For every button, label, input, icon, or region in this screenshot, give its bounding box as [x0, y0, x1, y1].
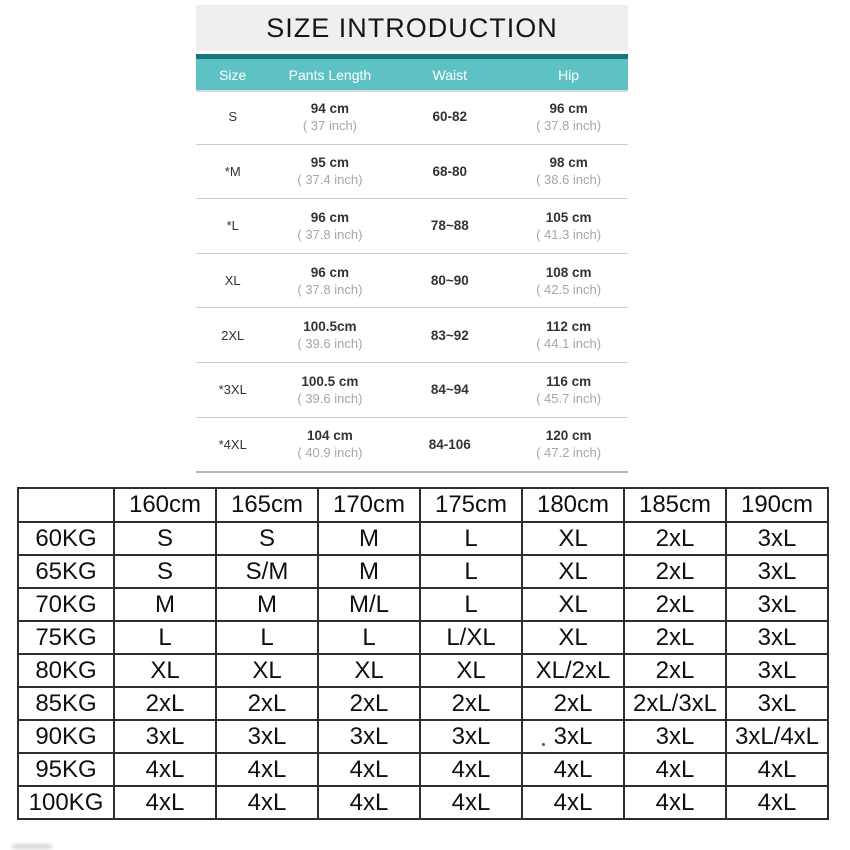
pants-length-inch: ( 37.4 inch)	[297, 172, 363, 188]
pants-length-cell	[269, 318, 390, 352]
matrix-size-cell: 2xL	[624, 555, 726, 588]
matrix-size-cell: 2xL	[318, 687, 420, 720]
matrix-corner-cell	[18, 488, 114, 522]
pants-length-cm: 94 cm	[310, 100, 350, 116]
matrix-weight-cell: 80KG	[18, 654, 114, 687]
matrix-size-cell: XL	[420, 654, 522, 687]
matrix-table	[17, 487, 829, 820]
matrix-size-cell: 2xL	[420, 687, 522, 720]
hip-inch: ( 47.2 inch)	[536, 445, 602, 461]
matrix-header-row	[18, 488, 828, 522]
matrix-row	[18, 720, 828, 753]
size-introduction-table	[196, 5, 628, 473]
page-title: SIZE INTRODUCTION	[196, 5, 628, 51]
size-cell: *4XL	[218, 436, 247, 452]
matrix-header-cell-190cm: 190cm	[726, 488, 828, 522]
waist-cell: 60-82	[432, 109, 468, 125]
matrix-size-cell: 4xL	[726, 753, 828, 786]
matrix-size-cell: M	[216, 588, 318, 621]
pants-length-cell	[269, 427, 390, 461]
matrix-size-cell: 2xL	[522, 687, 624, 720]
matrix-row	[18, 555, 828, 588]
pants-length-cell	[269, 209, 390, 243]
matrix-size-cell: S	[114, 555, 216, 588]
matrix-header-cell-180cm: 180cm	[522, 488, 624, 522]
hip-cm: 96 cm	[549, 100, 588, 116]
matrix-size-cell: L	[114, 621, 216, 654]
matrix-size-cell: S	[216, 522, 318, 555]
hip-cell	[509, 154, 628, 188]
hip-cell	[509, 209, 628, 243]
matrix-size-cell: 2xL/3xL	[624, 687, 726, 720]
pants-length-inch: ( 39.6 inch)	[297, 390, 363, 406]
matrix-size-cell: 4xL	[216, 786, 318, 819]
size-table-row	[196, 418, 628, 474]
matrix-row	[18, 687, 828, 720]
matrix-size-cell: L	[420, 555, 522, 588]
matrix-weight-cell: 65KG	[18, 555, 114, 588]
hip-inch: ( 41.3 inch)	[536, 226, 602, 242]
waist-cell: 68-80	[432, 163, 468, 179]
matrix-size-cell: 4xL	[624, 786, 726, 819]
pants-length-cell	[269, 373, 390, 407]
matrix-size-cell: 2xL	[624, 621, 726, 654]
matrix-size-cell: 4xL	[318, 753, 420, 786]
size-table-header-row	[196, 54, 628, 90]
matrix-weight-cell: 85KG	[18, 687, 114, 720]
pants-length-cm: 100.5 cm	[301, 373, 359, 389]
matrix-size-cell: 4xL	[522, 753, 624, 786]
matrix-size-cell: XL	[318, 654, 420, 687]
matrix-row	[18, 654, 828, 687]
pants-length-cell	[269, 154, 390, 188]
column-header-waist: Waist	[432, 66, 468, 83]
matrix-size-cell: M	[318, 555, 420, 588]
matrix-size-cell: 4xL	[114, 753, 216, 786]
matrix-row	[18, 522, 828, 555]
hip-cm: 105 cm	[545, 209, 592, 225]
pants-length-inch: ( 40.9 inch)	[297, 445, 363, 461]
matrix-size-cell: M	[318, 522, 420, 555]
size-table-row	[196, 254, 628, 309]
size-table-row	[196, 363, 628, 418]
matrix-size-cell: 3xL	[522, 720, 624, 753]
matrix-header-cell-170cm: 170cm	[318, 488, 420, 522]
hip-cell	[509, 100, 628, 134]
matrix-size-cell: XL	[216, 654, 318, 687]
matrix-header-cell-165cm: 165cm	[216, 488, 318, 522]
matrix-size-cell: L	[420, 522, 522, 555]
size-table-row	[196, 90, 628, 145]
matrix-size-cell: XL	[114, 654, 216, 687]
matrix-size-cell: 2xL	[624, 654, 726, 687]
matrix-size-cell: 4xL	[522, 786, 624, 819]
hip-cm: 112 cm	[546, 319, 592, 335]
matrix-size-cell: S/M	[216, 555, 318, 588]
matrix-size-cell: M	[114, 588, 216, 621]
hip-inch: ( 38.6 inch)	[536, 172, 602, 188]
pants-length-inch: ( 37.8 inch)	[297, 281, 363, 297]
matrix-size-cell: 3xL	[726, 687, 828, 720]
matrix-size-cell: 4xL	[114, 786, 216, 819]
hip-cm: 98 cm	[549, 155, 588, 171]
hip-cell	[509, 318, 628, 352]
matrix-weight-cell: 95KG	[18, 753, 114, 786]
size-cell: *L	[226, 218, 239, 234]
matrix-size-cell: 3xL	[726, 621, 828, 654]
matrix-size-cell: 3xL	[420, 720, 522, 753]
hip-cm: 108 cm	[545, 264, 592, 280]
matrix-size-cell: S	[114, 522, 216, 555]
pants-length-inch: ( 37 inch)	[302, 117, 358, 133]
height-weight-size-matrix	[17, 487, 829, 820]
column-header-size: Size	[219, 66, 247, 83]
matrix-size-cell: 3xL	[318, 720, 420, 753]
matrix-weight-cell: 90KG	[18, 720, 114, 753]
pants-length-cm: 96 cm	[310, 264, 350, 280]
matrix-size-cell: XL	[522, 621, 624, 654]
matrix-size-cell: 2xL	[624, 522, 726, 555]
matrix-size-cell: L/XL	[420, 621, 522, 654]
matrix-size-cell: L	[420, 588, 522, 621]
column-header-hip: Hip	[558, 66, 580, 83]
hip-cell	[509, 264, 628, 298]
size-cell: *3XL	[218, 382, 247, 398]
hip-cell	[509, 373, 628, 407]
matrix-size-cell: L	[216, 621, 318, 654]
matrix-size-cell: 4xL	[216, 753, 318, 786]
pants-length-cm: 104 cm	[307, 428, 353, 444]
matrix-row	[18, 588, 828, 621]
matrix-header-cell-160cm: 160cm	[114, 488, 216, 522]
size-table-row	[196, 199, 628, 254]
size-table-row	[196, 308, 628, 363]
matrix-row	[18, 753, 828, 786]
matrix-size-cell: 3xL	[216, 720, 318, 753]
hip-cell	[509, 427, 628, 461]
hip-inch: ( 42.5 inch)	[536, 281, 602, 297]
waist-cell: 83~92	[430, 327, 469, 343]
matrix-size-cell: 4xL	[420, 753, 522, 786]
hip-inch: ( 44.1 inch)	[536, 336, 602, 352]
matrix-size-cell: 2xL	[216, 687, 318, 720]
matrix-size-cell: 4xL	[318, 786, 420, 819]
waist-cell: 80~90	[430, 273, 469, 289]
stray-dot	[542, 743, 545, 746]
matrix-header-cell-185cm: 185cm	[624, 488, 726, 522]
size-cell: XL	[224, 273, 241, 289]
pants-length-cm: 95 cm	[310, 155, 350, 171]
size-table-row	[196, 145, 628, 200]
matrix-size-cell: 3xL	[726, 654, 828, 687]
cutoff-text-fragment	[12, 844, 52, 849]
size-table-body	[196, 90, 628, 473]
matrix-size-cell: XL	[522, 588, 624, 621]
hip-inch: ( 37.8 inch)	[536, 117, 602, 133]
size-cell: S	[228, 109, 238, 125]
size-cell: 2XL	[221, 327, 245, 343]
waist-cell: 84~94	[430, 382, 469, 398]
waist-cell: 84-106	[428, 436, 471, 452]
hip-cm: 120 cm	[545, 428, 592, 444]
matrix-size-cell: XL	[522, 522, 624, 555]
matrix-weight-cell: 100KG	[18, 786, 114, 819]
pants-length-inch: ( 37.8 inch)	[297, 226, 363, 242]
matrix-size-cell: 3xL	[726, 522, 828, 555]
hip-inch: ( 45.7 inch)	[536, 390, 602, 406]
matrix-size-cell: 4xL	[420, 786, 522, 819]
column-header-pants-length: Pants Length	[288, 66, 372, 83]
matrix-row	[18, 621, 828, 654]
matrix-header-cell-175cm: 175cm	[420, 488, 522, 522]
matrix-size-cell: 2xL	[624, 588, 726, 621]
matrix-size-cell: XL	[522, 555, 624, 588]
matrix-size-cell: 3xL	[726, 588, 828, 621]
matrix-size-cell: 3xL	[624, 720, 726, 753]
matrix-weight-cell: 70KG	[18, 588, 114, 621]
hip-cm: 116 cm	[546, 373, 592, 389]
matrix-size-cell: XL/2xL	[522, 654, 624, 687]
pants-length-cm: 96 cm	[310, 209, 350, 225]
matrix-weight-cell: 60KG	[18, 522, 114, 555]
pants-length-cell	[269, 100, 390, 134]
matrix-weight-cell: 75KG	[18, 621, 114, 654]
waist-cell: 78~88	[430, 218, 469, 234]
matrix-size-cell: 3xL	[114, 720, 216, 753]
matrix-size-cell: 3xL	[726, 555, 828, 588]
matrix-size-cell: 4xL	[624, 753, 726, 786]
matrix-size-cell: 4xL	[726, 786, 828, 819]
pants-length-cell	[269, 264, 390, 298]
matrix-size-cell: 2xL	[114, 687, 216, 720]
pants-length-cm: 100.5cm	[303, 319, 357, 335]
matrix-size-cell: M/L	[318, 588, 420, 621]
matrix-row	[18, 786, 828, 819]
size-cell: *M	[224, 163, 241, 179]
matrix-size-cell: 3xL/4xL	[726, 720, 828, 753]
pants-length-inch: ( 39.6 inch)	[297, 336, 363, 352]
matrix-size-cell: L	[318, 621, 420, 654]
